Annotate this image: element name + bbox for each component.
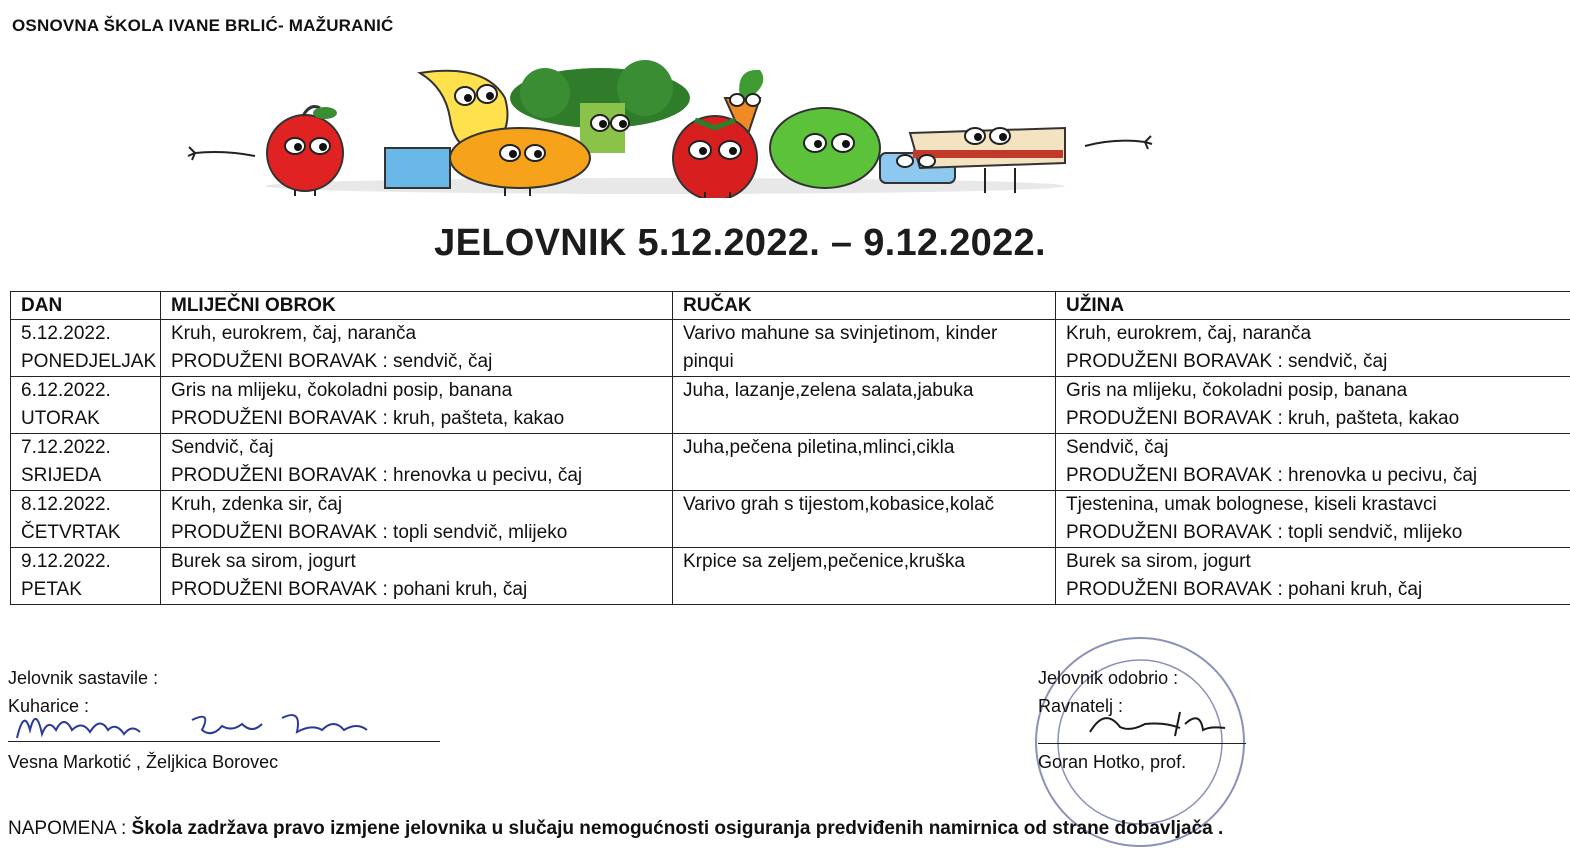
- principal-name: Goran Hotko, prof.: [1038, 752, 1187, 772]
- lunch-text: Varivo grah s tijestom,kobasice,kolač: [683, 494, 995, 515]
- cooks-names: Vesna Markotić , Željkica Borovec: [8, 752, 279, 772]
- lunch-cell: [673, 434, 1056, 491]
- snack-cell: [1056, 491, 1570, 548]
- extended-stay-text: PRODUŽENI BORAVAK : pohani kruh, čaj: [1066, 579, 1423, 600]
- lunch-text: Varivo mahune sa svinjetinom, kinder pinqui: [683, 323, 998, 372]
- snack-cell: [1056, 434, 1570, 491]
- extended-stay-text: PRODUŽENI BORAVAK : hrenovka u pecivu, čaj: [171, 465, 583, 486]
- column-header-day: DAN: [11, 292, 161, 320]
- food-characters-illustration: [185, 58, 1155, 198]
- snack-text: Kruh, eurokrem, čaj, naranča: [1066, 323, 1312, 344]
- milk-meal-text: Gris na mlijeku, čokoladni posip, banana: [171, 380, 513, 401]
- milk-meal-cell: [161, 491, 673, 548]
- milk-meal-text: Kruh, zdenka sir, čaj: [171, 494, 343, 515]
- table-header-row: [11, 292, 1570, 320]
- day-cell: [11, 434, 161, 491]
- date-text: 7.12.2022.: [21, 437, 111, 458]
- snack-cell: [1056, 548, 1570, 605]
- date-text: 5.12.2022.: [21, 323, 111, 344]
- principal-label: Ravnatelj :: [1038, 696, 1124, 716]
- day-cell: [11, 491, 161, 548]
- note-text: Škola zadržava pravo izmjene jelovnika u slučaju nemogućnosti osiguranja predviđenih namirnica od strane dobavljača .: [131, 818, 1224, 839]
- milk-meal-cell: [161, 434, 673, 491]
- day-cell: [11, 320, 161, 377]
- snack-text: Burek sa sirom, jogurt: [1066, 551, 1251, 572]
- milk-meal-text: Kruh, eurokrem, čaj, naranča: [171, 323, 417, 344]
- lunch-text: Juha, lazanje,zelena salata,jabuka: [683, 380, 974, 401]
- milk-meal-cell: [161, 548, 673, 605]
- weekday-text: PONEDJELJAK: [21, 351, 157, 372]
- lunch-cell: [673, 377, 1056, 434]
- cooks-label: Kuharice :: [8, 696, 90, 716]
- table-row: [11, 491, 1570, 548]
- weekday-text: ČETVRTAK: [21, 522, 121, 543]
- weekday-text: UTORAK: [21, 408, 100, 429]
- menu-table: [10, 291, 1570, 605]
- extended-stay-text: PRODUŽENI BORAVAK : topli sendvič, mlijeko: [171, 522, 568, 543]
- extended-stay-text: PRODUŽENI BORAVAK : hrenovka u pecivu, čaj: [1066, 465, 1478, 486]
- snack-text: Gris na mlijeku, čokoladni posip, banana: [1066, 380, 1408, 401]
- snack-cell: [1056, 377, 1570, 434]
- column-header-milk-meal: MLIJEČNI OBROK: [161, 292, 673, 320]
- lunch-cell: [673, 320, 1056, 377]
- snack-text: Sendvič, čaj: [1066, 437, 1169, 458]
- column-header-snack: UŽINA: [1056, 292, 1570, 320]
- snack-text: Tjestenina, umak bolognese, kiseli krastavci: [1066, 494, 1437, 515]
- column-header-lunch: RUČAK: [673, 292, 1056, 320]
- extended-stay-text: PRODUŽENI BORAVAK : sendvič, čaj: [171, 351, 493, 372]
- menu-title: JELOVNIK 5.12.2022. – 9.12.2022.: [434, 222, 1046, 264]
- table-row: [11, 320, 1570, 377]
- extended-stay-text: PRODUŽENI BORAVAK : sendvič, čaj: [1066, 351, 1388, 372]
- milk-meal-text: Sendvič, čaj: [171, 437, 274, 458]
- composers-label: Jelovnik sastavile :: [8, 668, 159, 688]
- approved-by-label: Jelovnik odobrio :: [1038, 668, 1179, 688]
- milk-meal-cell: [161, 320, 673, 377]
- cooks-signature-line: [8, 741, 440, 742]
- table-row: [11, 434, 1570, 491]
- date-text: 9.12.2022.: [21, 551, 111, 572]
- note-label: NAPOMENA :: [8, 818, 132, 839]
- extended-stay-text: PRODUŽENI BORAVAK : pohani kruh, čaj: [171, 579, 528, 600]
- table-row: [11, 548, 1570, 605]
- milk-meal-text: Burek sa sirom, jogurt: [171, 551, 356, 572]
- day-cell: [11, 548, 161, 605]
- extended-stay-text: PRODUŽENI BORAVAK : topli sendvič, mlijeko: [1066, 522, 1463, 543]
- lunch-cell: [673, 548, 1056, 605]
- milk-meal-cell: [161, 377, 673, 434]
- extended-stay-text: PRODUŽENI BORAVAK : kruh, pašteta, kakao: [1066, 408, 1460, 429]
- lunch-cell: [673, 491, 1056, 548]
- principal-signature: [1085, 702, 1255, 742]
- day-cell: [11, 377, 161, 434]
- extended-stay-text: PRODUŽENI BORAVAK : kruh, pašteta, kakao: [171, 408, 565, 429]
- weekday-text: PETAK: [21, 579, 82, 600]
- lunch-text: Krpice sa zeljem,pečenice,kruška: [683, 551, 965, 572]
- weekday-text: SRIJEDA: [21, 465, 102, 486]
- snack-cell: [1056, 320, 1570, 377]
- school-name: OSNOVNA ŠKOLA IVANE BRLIĆ- MAŽURANIĆ: [12, 16, 394, 35]
- note: [8, 818, 1223, 840]
- table-row: [11, 377, 1570, 434]
- date-text: 6.12.2022.: [21, 380, 111, 401]
- date-text: 8.12.2022.: [21, 494, 111, 515]
- principal-signature-line: [1038, 743, 1246, 744]
- lunch-text: Juha,pečena piletina,mlinci,cikla: [683, 437, 955, 458]
